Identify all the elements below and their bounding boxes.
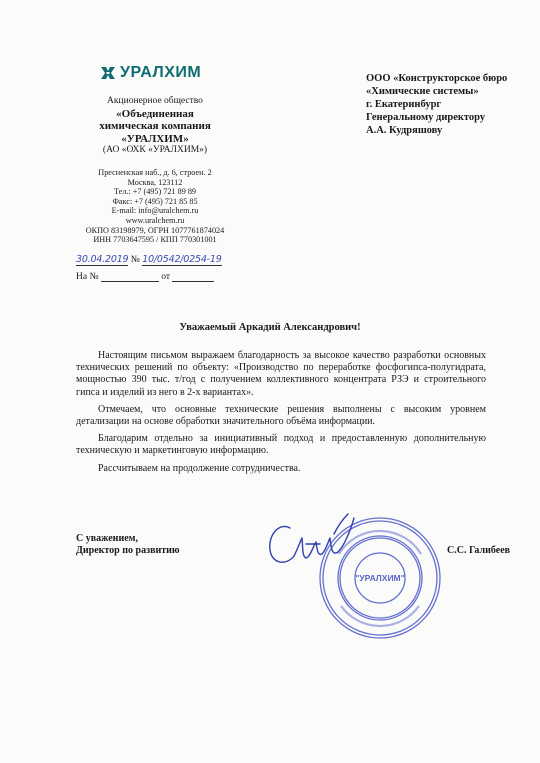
handwritten-signature — [262, 508, 362, 578]
body-paragraph: Благодарим отдельно за инициативный подход и предоставленную дополнительную техническую и маркетинговую информацию. — [76, 433, 486, 457]
outgoing-registration — [76, 254, 222, 266]
company-logo — [100, 64, 201, 82]
contact-line: Тел.: +7 (495) 721 89 89 — [113, 187, 197, 197]
letter-body — [76, 350, 486, 480]
closing-block — [76, 533, 180, 557]
addressee-line: А.А. Кудряшову — [366, 125, 443, 136]
addressee-line: Генеральному директору — [366, 112, 486, 123]
contact-line: Факс: +7 (495) 721 85 85 — [112, 196, 198, 206]
contact-line: E-mail: info@uralchem.ru — [111, 206, 199, 216]
body-paragraph: Рассчитываем на продолжение сотрудничества. — [98, 462, 301, 474]
signer-name: С.С. Галибеев — [447, 545, 511, 556]
body-paragraph: Настоящим письмом выражаем благодарность за высокое качество разработки основных технических решений по объекту: «Производство по переработке фосфогипса-полугидрата, мощностью 390 тыс. т/год с получением коллективного концентрата РЗЭ и строительного гипса и изделий из него в 2-х вариантах». — [76, 350, 486, 398]
closing-regards: С уважением, — [76, 533, 138, 544]
salutation: Уважаемый Аркадий Александрович! — [179, 322, 361, 333]
signer-position: Директор по развитию — [76, 545, 180, 556]
company-contacts — [50, 168, 260, 245]
ref-date-blank — [172, 271, 214, 282]
contact-line: ОКПО 83198979, ОГРН 1077761874024 — [85, 225, 225, 235]
addressee-line: «Химические системы» — [366, 86, 479, 97]
contact-line: Москва, 123112 — [127, 177, 183, 187]
contact-line: ИНН 7703647595 / КПП 770301001 — [93, 235, 217, 245]
contact-line: www.uralchem.ru — [125, 215, 185, 225]
addressee-line: ООО «Конструкторское бюро — [366, 73, 508, 84]
stamp-center-text: "УРАЛХИМ" — [355, 573, 405, 583]
org-short-name: (АО «ОХК «УРАЛХИМ») — [102, 145, 208, 155]
ref-from-label: от — [161, 272, 171, 282]
org-name-line-3: «УРАЛХИМ» — [121, 132, 189, 145]
ref-label: На № — [76, 272, 99, 282]
logo-wordmark: УРАЛХИМ — [120, 64, 202, 81]
number-label: № — [130, 255, 140, 265]
addressee-line: г. Екатеринбург — [366, 99, 442, 110]
ref-number-blank — [101, 271, 159, 282]
org-type: Акционерное общество — [107, 96, 203, 106]
incoming-reference — [76, 271, 214, 282]
org-name-line-1: «Объединенная — [116, 107, 194, 120]
letter-number: 10/0542/0254-19 — [142, 254, 222, 265]
contact-line: Пресненская наб., д. 6, строен. 2 — [98, 168, 212, 177]
uralchem-logo-icon — [100, 66, 116, 80]
letter-date: 30.04.2019 — [76, 254, 129, 265]
org-name-line-2: химическая компания — [99, 120, 211, 132]
company-header — [50, 96, 260, 157]
body-paragraph: Отмечаем, что основные технические решения выполнены с высоким уровнем детализации на основе обработки значительного объёма информации. — [76, 403, 486, 428]
addressee-block — [366, 72, 507, 137]
